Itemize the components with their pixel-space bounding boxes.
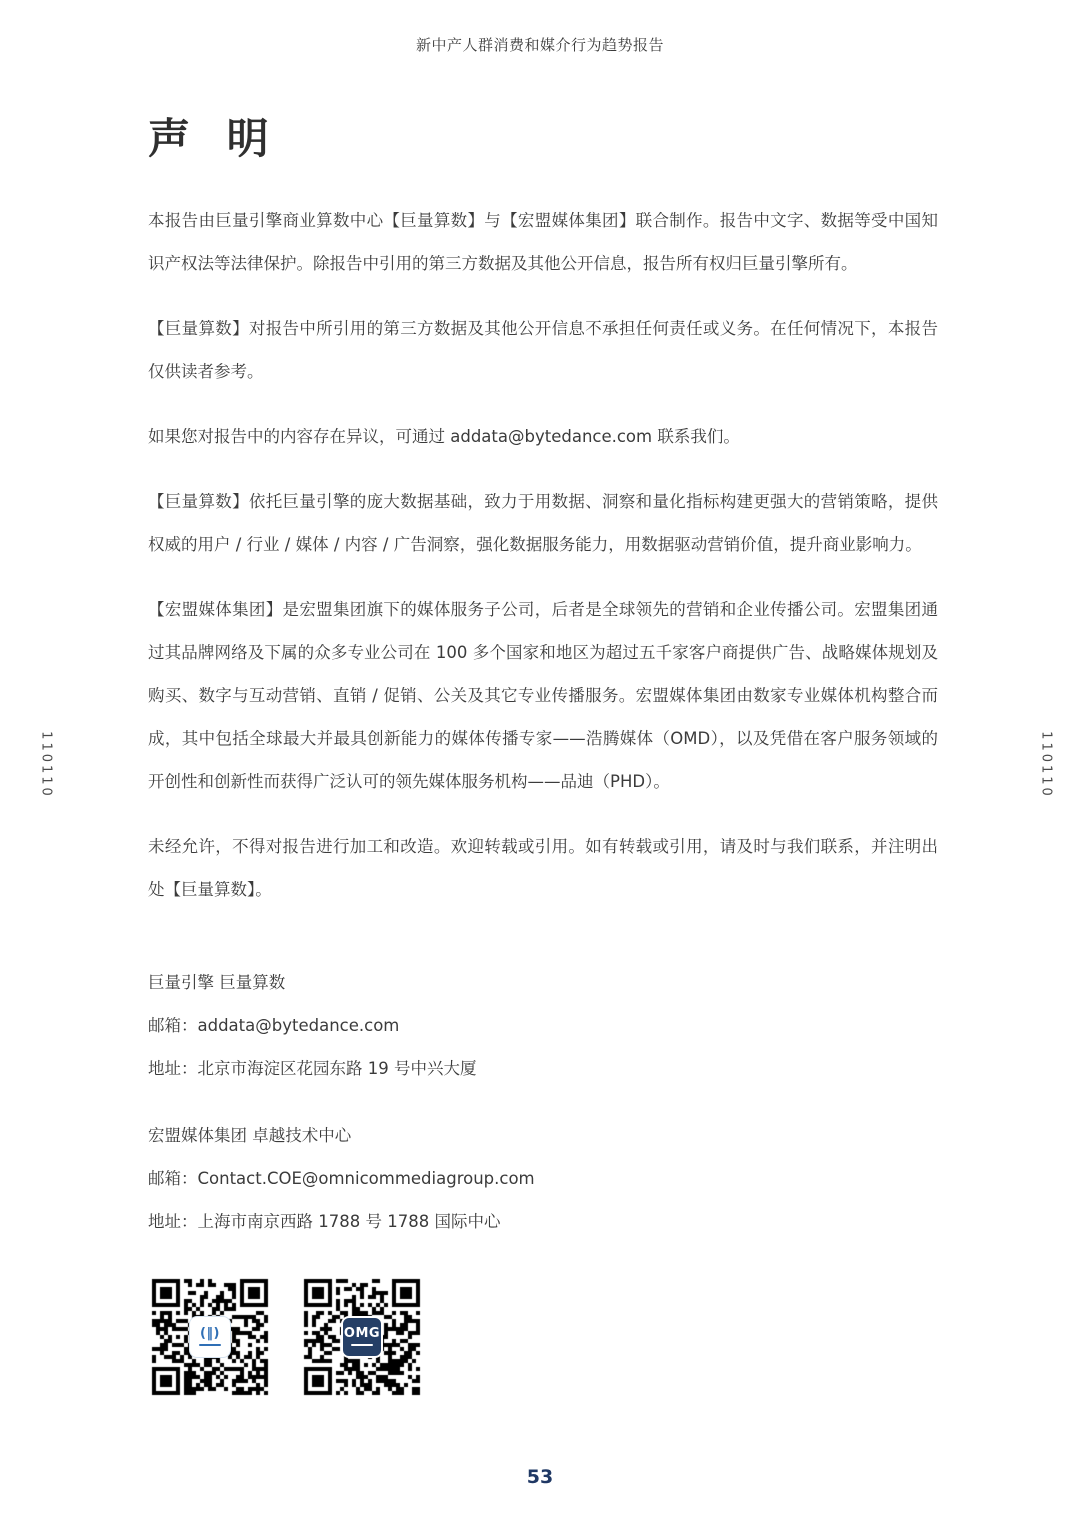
contact-email: 邮箱：addata@bytedance.com bbox=[148, 1015, 400, 1035]
disclaimer-paragraph-5: 【宏盟媒体集团】是宏盟集团旗下的媒体服务子公司，后者是全球领先的营销和企业传播公司。宏盟集团通过其品牌网络及下属的众多专业公司在 100 多个国家和地区为超过五千家客户商提供广告、战略媒体规划及购买、数字与互动营销、直销 / 促销、公关及其它专业传播服务。宏盟媒体集团由数家专业媒体机构整合而成，其中包括全球最大并最具创新能力的媒体传播专家——浩腾媒体（OMD），以及凭借在客户服务领域的开创性和创新性而获得广泛认可的领先媒体服务机构——品迪（PHD）。 bbox=[148, 599, 938, 791]
disclaimer-paragraph-3: 如果您对报告中的内容存在异议，可通过 addata@bytedance.com 联系我们。 bbox=[148, 426, 740, 446]
side-mark-left: 110110 bbox=[38, 731, 54, 799]
contact-address: 地址：北京市海淀区花园东路 19 号中兴大厦 bbox=[148, 1058, 477, 1078]
contact-org: 巨量引擎 巨量算数 bbox=[148, 972, 286, 992]
qr-code-omg bbox=[300, 1275, 424, 1399]
omg-logo-text: OMG bbox=[343, 1326, 381, 1342]
disclaimer-paragraph-1: 本报告由巨量引擎商业算数中心【巨量算数】与【宏盟媒体集团】联合制作。报告中文字、数据等受中国知识产权法等法律保护。除报告中引用的第三方数据及其他公开信息，报告所有权归巨量引擎所有。 bbox=[148, 210, 938, 273]
qr-code-juliang-suanshu bbox=[148, 1275, 272, 1399]
juliang-logo-subline bbox=[199, 1344, 221, 1346]
side-mark-right: 110110 bbox=[1038, 731, 1054, 799]
disclaimer-paragraph-6: 未经允许，不得对报告进行加工和改造。欢迎转载或引用。如有转载或引用，请及时与我们联系，并注明出处【巨量算数】。 bbox=[148, 836, 938, 899]
page-number: 53 bbox=[526, 1466, 554, 1488]
page-title: 声 明 bbox=[148, 114, 271, 163]
omg-logo bbox=[341, 1316, 383, 1358]
disclaimer-paragraph-4: 【巨量算数】依托巨量引擎的庞大数据基础，致力于用数据、洞察和量化指标构建更强大的营销策略，提供权威的用户 / 行业 / 媒体 / 内容 / 广告洞察，强化数据服务能力，用数据驱动营销价值，提升商业影响力。 bbox=[148, 491, 938, 554]
qr-code-row bbox=[148, 1275, 938, 1399]
contact-block-juliang bbox=[148, 961, 938, 1090]
disclaimer-paragraph-2: 【巨量算数】对报告中所引用的第三方数据及其他公开信息不承担任何责任或义务。在任何情况下，本报告仅供读者参考。 bbox=[148, 318, 938, 381]
contact-address: 地址：上海市南京西路 1788 号 1788 国际中心 bbox=[148, 1211, 501, 1231]
contact-org: 宏盟媒体集团 卓越技术中心 bbox=[148, 1125, 352, 1145]
statement-content bbox=[148, 112, 938, 1399]
contact-email: 邮箱：Contact.COE@omnicommediagroup.com bbox=[148, 1168, 535, 1188]
report-header-title: 新中产人群消费和媒介行为趋势报告 bbox=[415, 36, 664, 54]
omg-logo-subline bbox=[351, 1344, 373, 1346]
juliang-suanshu-logo bbox=[189, 1316, 231, 1358]
contact-block-omg bbox=[148, 1114, 938, 1243]
juliang-logo-icon: (‖) bbox=[200, 1326, 220, 1342]
